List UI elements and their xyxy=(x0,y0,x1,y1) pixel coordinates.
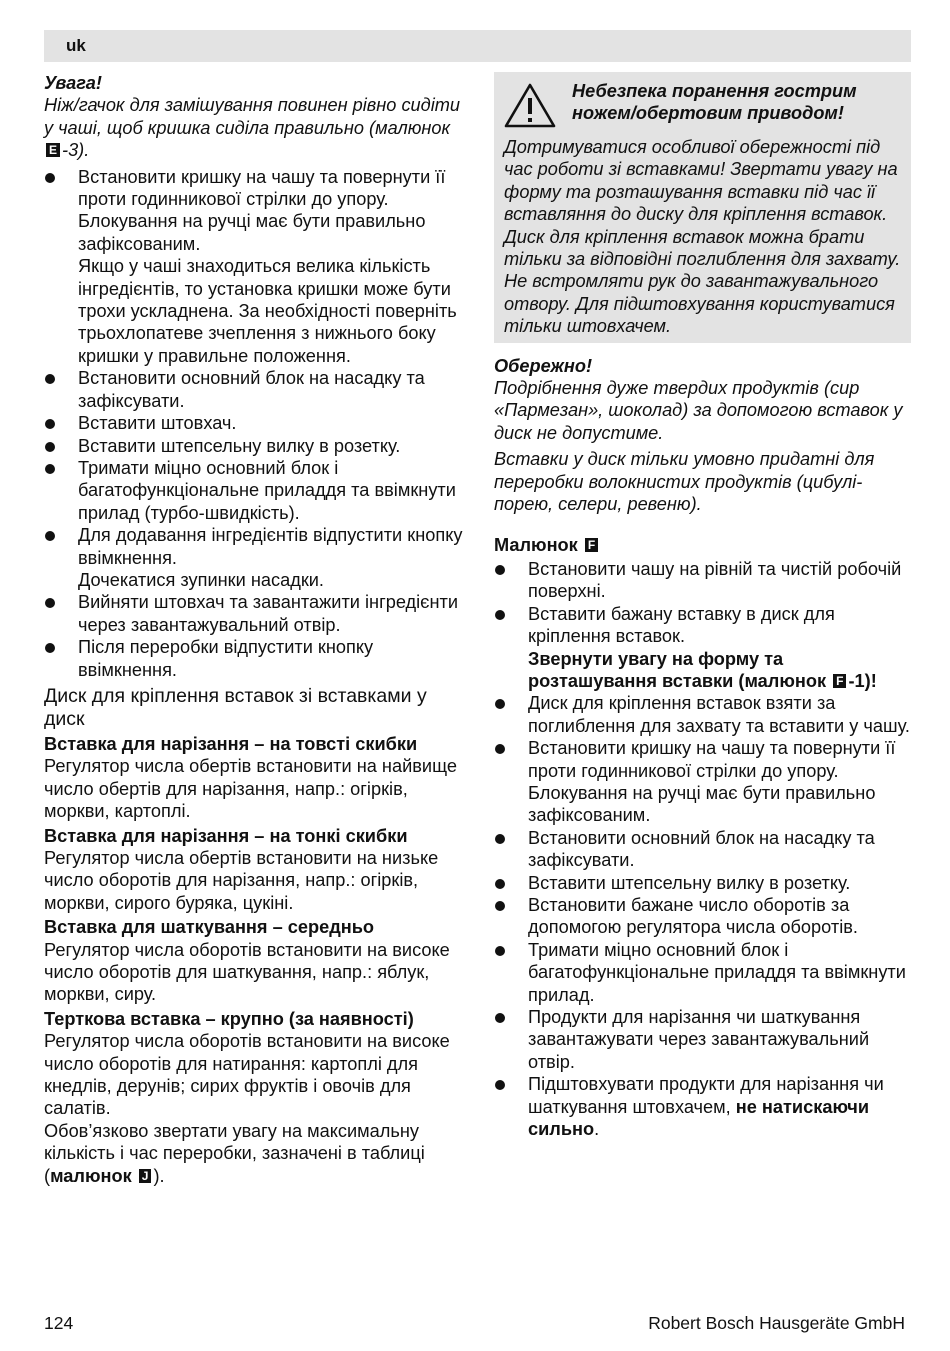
careful-text: Подрібнення дуже твердих продуктів (сир «Пармезан», шоколад) за допомогою вставок у диск не допустиме. xyxy=(494,378,903,443)
danger-warning-box xyxy=(494,72,911,343)
list-item: Тримати міцно основний блок і багатофункціональне приладдя та ввімкнути прилад (турбо-швидкість). xyxy=(44,457,464,524)
right-column xyxy=(494,72,911,1140)
list-item: Встановити кришку на чашу та повернути її проти годинникової стрілки до упору. Блокування на ручці має бути правильно зафіксованим. xyxy=(494,737,911,827)
list-item: Встановити основний блок на насадку та зафіксувати. xyxy=(44,367,464,412)
insert-title: Вставка для нарізання – на тонкі скибки xyxy=(44,825,408,846)
list-item: Встановити кришку на чашу та повернути її проти годинникової стрілки до упору. Блокування на ручці має бути правильно зафіксованим. Якщо у чаші знаходиться велика кількість інгредієнтів, то установка кришки може бути трохи ускладнена. За необхідності поверніть трьохлопатеве зчеплення з нижнього боку кришки у правильне положення. xyxy=(44,166,464,368)
list-item: Вийняти штовхач та завантажити інгредієнти через завантажувальний отвір. xyxy=(44,591,464,636)
list-item: Вставити штепсельну вилку в розетку. xyxy=(44,435,464,457)
list-item: Диск для кріплення вставок взяти за поглиблення для захвату та вставити у чашу. xyxy=(494,692,911,737)
slicing-steps-list xyxy=(494,558,911,1141)
insert-title: Вставка для нарізання – на товсті скибки xyxy=(44,733,418,754)
figure-badge: F xyxy=(585,538,598,552)
insert-title: Вставка для шаткування – середньо xyxy=(44,917,375,938)
careful-text: Вставки у диск тільки умовно придатні для переробки волокнистих продуктів (цибулі-порею, селери, ревеню). xyxy=(494,449,875,515)
assembly-steps-list xyxy=(44,166,464,681)
figure-reference: малюнок xyxy=(50,1165,132,1186)
language-code: uk xyxy=(66,36,86,55)
careful-title: Обережно! xyxy=(494,355,593,376)
insert-text: Регулятор числа оборотів встановити на високе число оборотів для натирання: картоплі для кнедлів, дерунів; сирих фруктів і овочів для салатів. xyxy=(44,1031,450,1119)
insert-title: Терткова вставка – крупно (за наявності) xyxy=(44,1008,414,1029)
list-item: Вставити бажану вставку в диск для кріплення вставок. Звернути увагу на форму та розташування вставки (малюнок F -1)! xyxy=(494,603,911,693)
section-title: Диск для кріплення вставок зі вставками у диск xyxy=(44,684,427,730)
insert-text: Регулятор числа обертів встановити на найвище число обертів для нарізання, напр.: огірків, моркви, картоплі. xyxy=(44,756,457,822)
footer-company: Robert Bosch Hausgeräte GmbH xyxy=(648,1313,905,1333)
list-item: Для додавання інгредієнтів відпустити кнопку ввімкнення. Дочекатися зупинки насадки. xyxy=(44,524,464,591)
left-column xyxy=(44,72,464,1187)
figure-badge: E xyxy=(46,143,60,157)
figure-heading: Малюнок F xyxy=(494,534,911,556)
warning-triangle-icon xyxy=(504,82,556,128)
list-item: Вставити штепсельну вилку в розетку. xyxy=(494,872,911,894)
list-item: Підштовхувати продукти для нарізання чи шаткування штовхачем, не натискаючи сильно. xyxy=(494,1073,911,1140)
caution-text: Ніж/гачок для замішування повинен рівно сидіти у чаші, щоб кришка сиділа правильно (малюнок E -3). xyxy=(44,95,461,161)
insert-text: Регулятор числа обертів встановити на низьке число оборотів для нарізання, напр.: огірків, моркви, сирого буряка, цукіні. xyxy=(44,848,439,913)
caution-title: Увага! xyxy=(44,73,102,93)
list-item: Встановити бажане число оборотів за допомогою регулятора числа оборотів. xyxy=(494,894,911,939)
note-text: Обов’язково звертати увагу на максимальну кількість і час переробки, зазначені в таблиці (малюнок J ). xyxy=(44,1120,425,1186)
danger-text: Дотримуватися особливої обережності під час роботи зі вставками! Звертати увагу на форму та розташування вставки під час її вставляння до диску для кріплення вставок. Диск для кріплення вставок можна брати тільки за відповідні поглиблення для захвату. Не встромляти рук до завантажувального отвору. Для підштовхування користуватися тільки штовхачем. xyxy=(504,137,901,337)
language-header-bar xyxy=(44,30,911,62)
list-item: Вставити штовхач. xyxy=(44,412,464,434)
list-item: Встановити чашу на рівній та чистій робочій поверхні. xyxy=(494,558,911,603)
list-item: Тримати міцно основний блок і багатофункціональне приладдя та ввімкнути прилад. xyxy=(494,939,911,1006)
figure-badge: J xyxy=(139,1169,152,1183)
list-item: Продукти для нарізання чи шаткування завантажувати через завантажувальний отвір. xyxy=(494,1006,911,1073)
figure-badge: F xyxy=(833,674,846,688)
list-item: Встановити основний блок на насадку та зафіксувати. xyxy=(494,827,911,872)
danger-title: Небезпека поранення гострим ножем/обертовим приводом! xyxy=(572,81,857,124)
page-number: 124 xyxy=(44,1313,74,1333)
insert-text: Регулятор числа оборотів встановити на високе число оборотів для шаткування, напр.: яблук, моркви, сиру. xyxy=(44,939,450,1005)
list-item: Після переробки відпустити кнопку ввімкнення. xyxy=(44,636,464,681)
